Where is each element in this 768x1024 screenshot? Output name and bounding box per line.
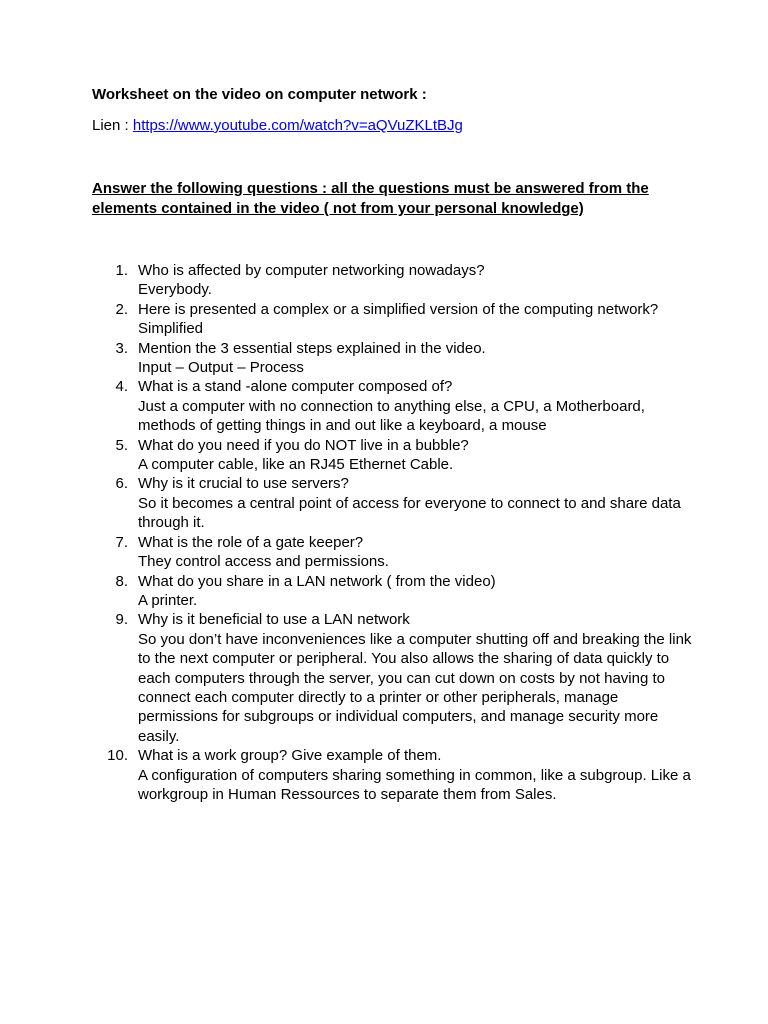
link-label: Lien : [92, 117, 133, 134]
question-text: What do you share in a LAN network ( from the video) [138, 572, 496, 590]
question-text: Who is affected by computer networking nowadays? [138, 262, 485, 279]
video-link-line [92, 116, 463, 135]
question-text: What do you need if you do NOT live in a bubble? [138, 436, 469, 454]
answer-text: They control access and permissions. [138, 553, 389, 571]
question-number: 5. [115, 436, 128, 454]
question-number: 6. [115, 475, 128, 493]
answer-text: Input – Output – Process [138, 359, 304, 377]
question-number: 2. [115, 300, 128, 318]
question-list [92, 261, 692, 804]
question-number: 9. [115, 611, 128, 629]
instructions-line-1: Answer the following questions : all the questions must be answered from the [92, 180, 649, 197]
answer-text: So you don’t have inconveniences like a computer shutting off and breaking the link to the next computer or peripheral. You also allows the sharing of data quickly to each computers through the server, you can cut down on costs by not having to connect each computer directly to a printer or other peripherals, manage permissions for subgroups or individual computers, and manage security more easily. [138, 630, 692, 745]
question-text: What is a stand -alone computer composed of? [138, 378, 453, 396]
question-item-9 [92, 610, 692, 746]
question-text: Why is it crucial to use servers? [138, 475, 349, 493]
question-text: What is the role of a gate keeper? [138, 533, 364, 551]
question-item-5 [92, 436, 692, 475]
answer-text: A configuration of computers sharing something in common, like a subgroup. Like a workgroup in Human Ressources to separate them from Sales. [138, 766, 691, 803]
answer-text: A computer cable, like an RJ45 Ethernet Cable. [138, 456, 454, 474]
instructions [92, 179, 692, 219]
video-link[interactable]: https://www.youtube.com/watch?v=aQVuZKLtBJg [132, 117, 463, 134]
instructions-line-2: elements contained in the video ( not from your personal knowledge) [92, 200, 584, 217]
answer-text: Simplified [138, 320, 204, 338]
question-item-2 [92, 300, 692, 339]
question-item-10 [92, 746, 692, 804]
question-item-3 [92, 339, 692, 378]
worksheet-title: Worksheet on the video on computer network : [92, 86, 427, 103]
question-text: Mention the 3 essential steps explained in the video. [138, 339, 486, 357]
question-number: 7. [115, 533, 128, 551]
question-number: 10. [107, 747, 128, 765]
answer-text: So it becomes a central point of access for everyone to connect to and share data through it. [138, 494, 681, 532]
question-number: 3. [115, 339, 128, 357]
question-item-7 [92, 533, 692, 572]
answer-text: A printer. [138, 591, 198, 609]
question-item-4 [92, 377, 692, 435]
question-number: 4. [115, 378, 128, 396]
question-text: Why is it beneficial to use a LAN network [138, 611, 410, 629]
question-text: Here is presented a complex or a simplified version of the computing network? [138, 300, 659, 318]
answer-text: Everybody. [138, 281, 212, 299]
question-item-1 [92, 261, 692, 300]
question-number: 1. [115, 262, 128, 279]
question-text: What is a work group? Give example of them. [138, 747, 442, 765]
question-item-6 [92, 474, 692, 532]
question-number: 8. [115, 572, 128, 590]
question-item-8 [92, 572, 692, 611]
answer-text: Just a computer with no connection to anything else, a CPU, a Motherboard, methods of getting things in and out like a keyboard, a mouse [138, 397, 645, 435]
